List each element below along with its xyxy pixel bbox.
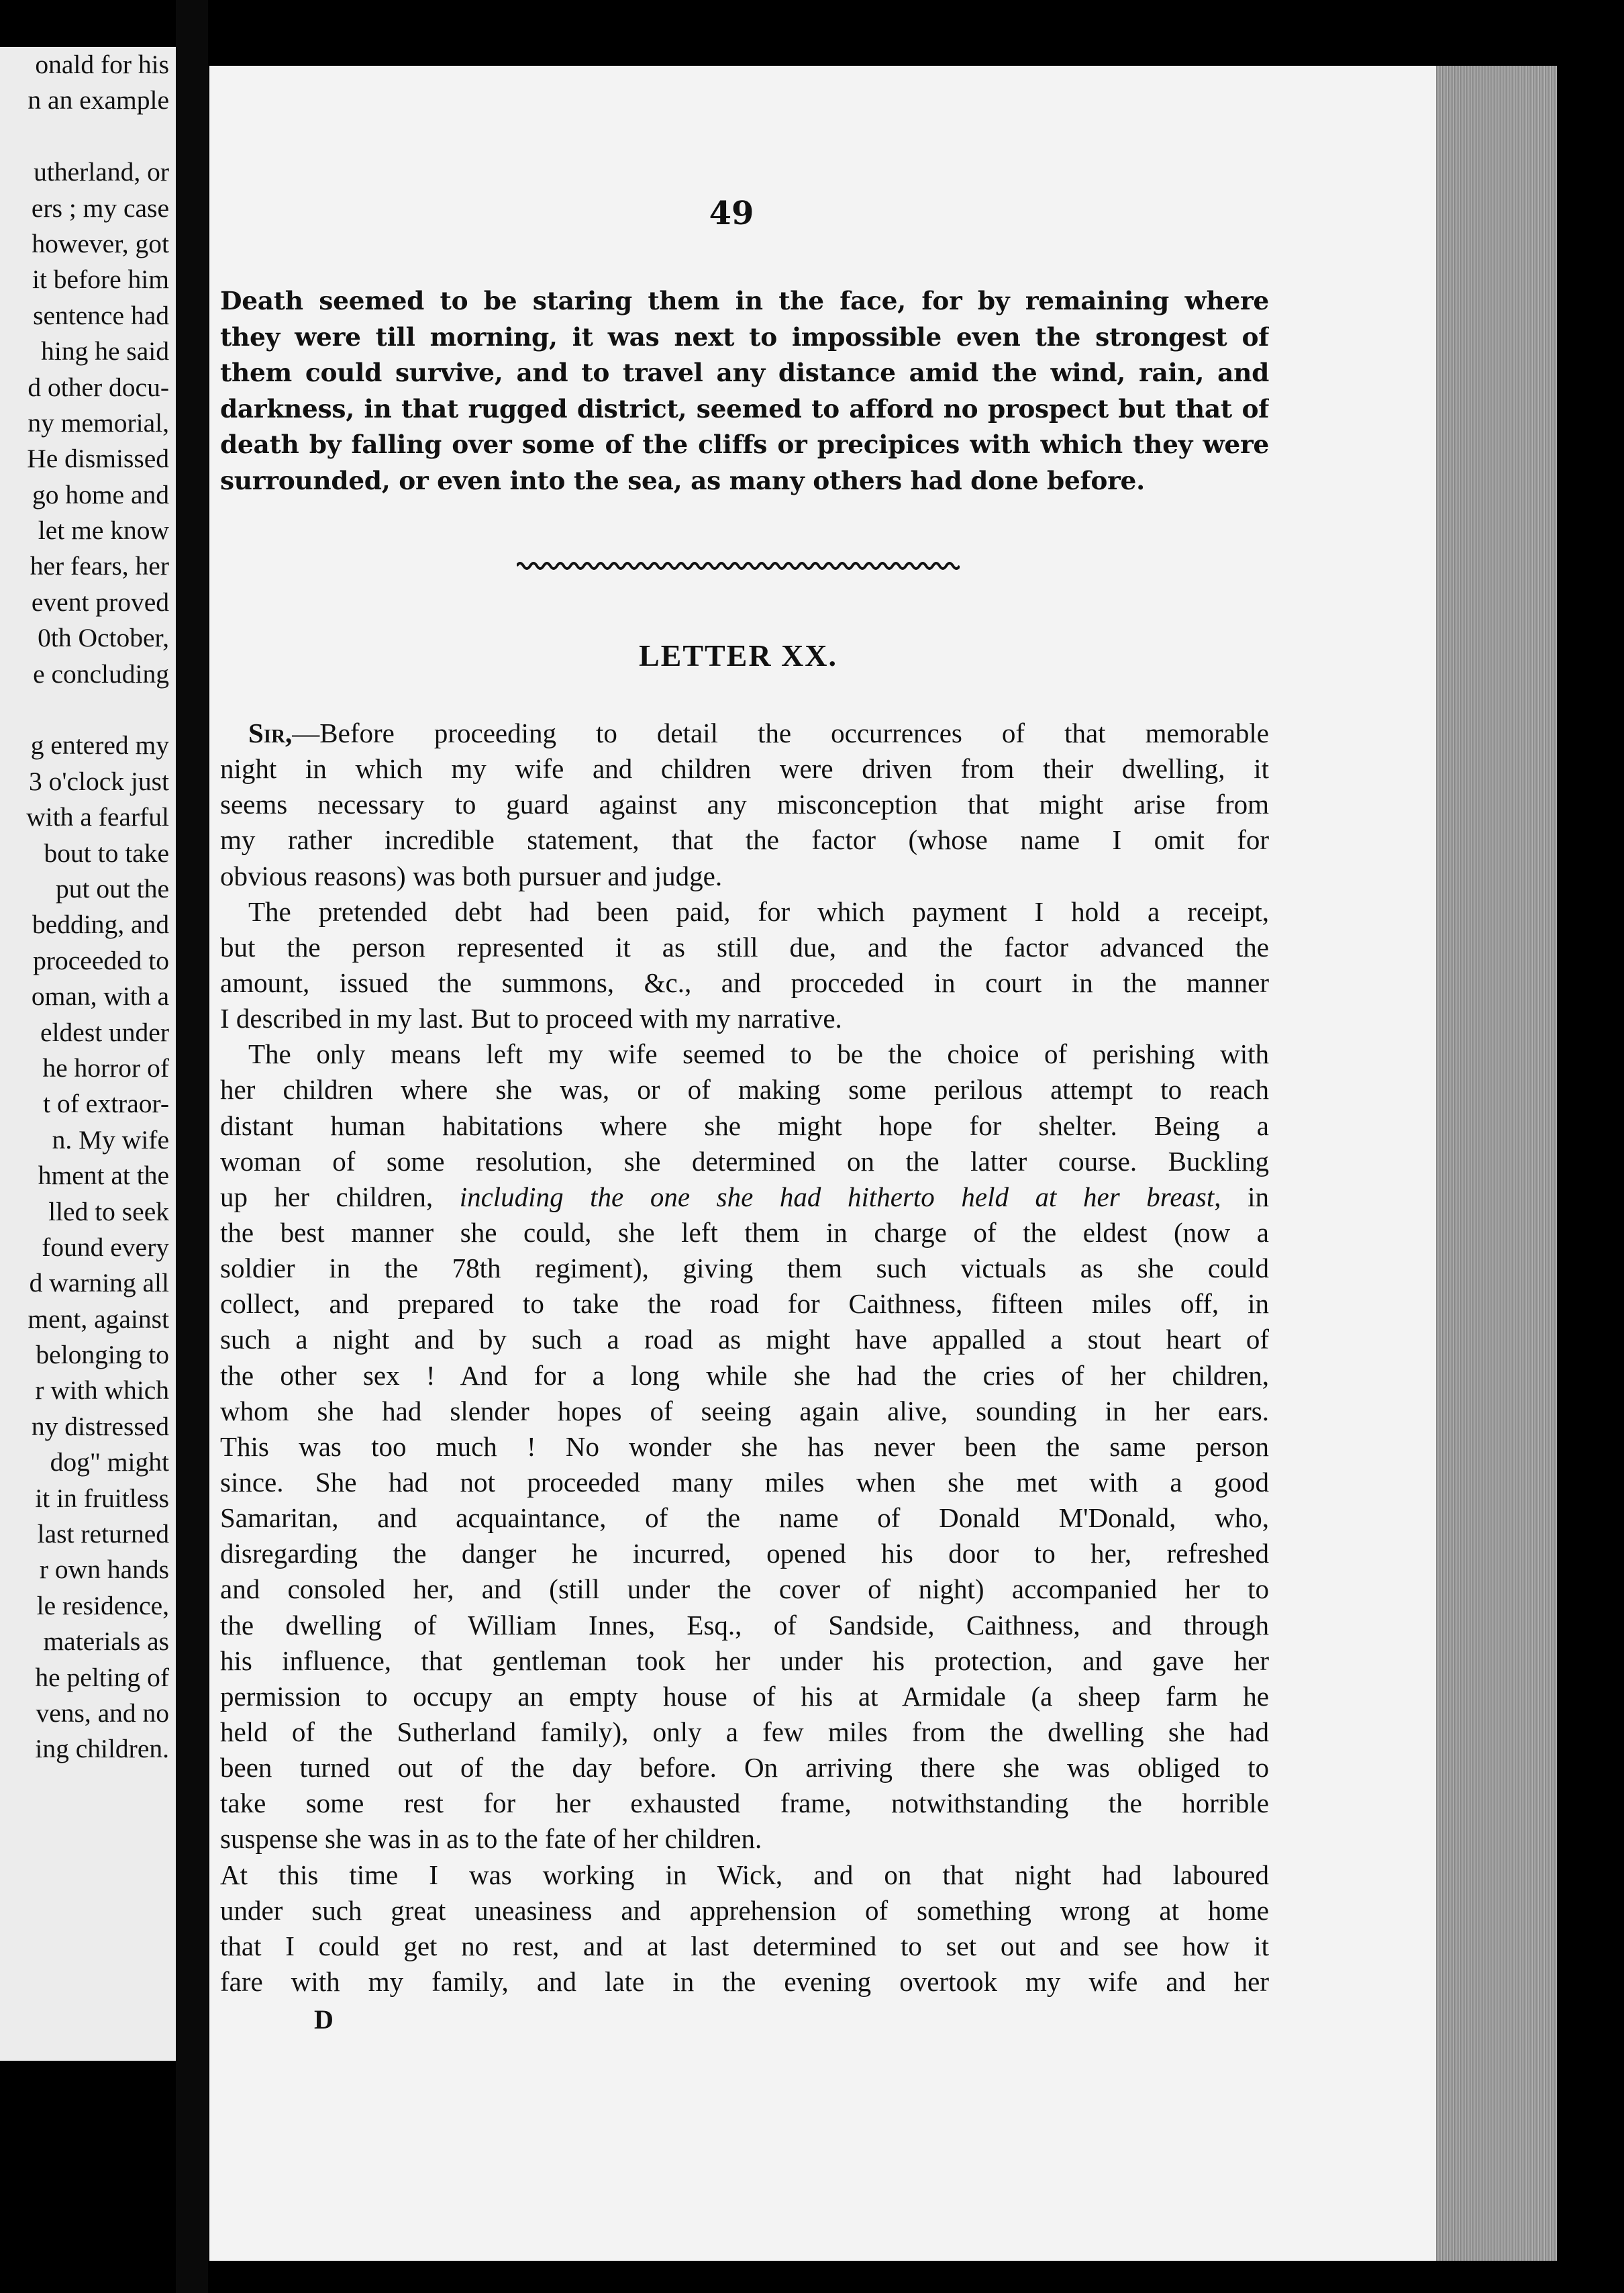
left-page-line: let me know — [38, 516, 169, 546]
left-page-line: put out the — [56, 873, 169, 904]
left-page-line: utherland, or — [34, 157, 169, 187]
left-page-line: event proved — [31, 587, 169, 617]
left-page-line: materials as — [43, 1626, 169, 1657]
letter-body-line: the dwelling of William Innes, Esq., of Sandside, Caithness, and through — [220, 1609, 1269, 1641]
letter-body-line: At this time I was working in Wick, and on that night had laboured — [220, 1859, 1269, 1890]
left-page-line: last returned — [37, 1519, 169, 1549]
left-page-line — [0, 692, 169, 728]
opening-paragraph-line: darkness, in that rugged district, seemed to afford no prospect but that of — [220, 393, 1269, 424]
letter-body-line: held of the Sutherland family), only a few miles from the dwelling she had — [220, 1716, 1269, 1747]
left-page-line: onald for his — [35, 50, 169, 79]
letter-body-line: collect, and prepared to take the road for Caithness, fifteen miles off, in — [220, 1288, 1269, 1320]
left-page-line: t of extraor- — [43, 1089, 169, 1119]
letter-body-line: up her children, including the one she had hitherto held at her breast, in — [220, 1181, 1269, 1212]
opening-paragraph-line: they were till morning, it was next to impossible even the strongest of — [220, 322, 1269, 352]
letter-body-line: take some rest for her exhausted frame, notwithstanding the horrible — [220, 1788, 1269, 1819]
left-page-line: found every — [42, 1232, 169, 1262]
left-page-line: he pelting of — [35, 1662, 169, 1692]
page-number: 49 — [709, 195, 754, 232]
left-page-fragment — [0, 47, 176, 2061]
left-page-line: sentence had — [33, 300, 169, 330]
letter-body-line: This was too much ! No wonder she has never been the same person — [220, 1430, 1269, 1462]
left-page-line: hment at the — [38, 1161, 169, 1191]
left-page-line: n. My wife — [52, 1124, 169, 1155]
left-page-line: vens, and no — [36, 1698, 169, 1728]
left-page-line: however, got — [32, 228, 169, 258]
left-page-line: le residence, — [36, 1590, 169, 1620]
left-page-line: bedding, and — [32, 910, 169, 940]
left-page-line: belonging to — [36, 1340, 169, 1370]
left-page-line: He dismissed — [27, 444, 169, 474]
letter-body-line: under such great uneasiness and apprehension of something wrong at home — [220, 1894, 1269, 1926]
italic-emphasis: including the one she had hitherto held at her breast — [459, 1181, 1215, 1212]
left-page-line: eldest under — [40, 1017, 169, 1047]
letter-body-line: obvious reasons) was both pursuer and judge. — [220, 860, 723, 891]
left-page-line: 3 o'clock just — [29, 766, 169, 796]
letter-body-line: soldier in the 78th regiment), giving them such victuals as she could — [220, 1253, 1269, 1284]
letter-body-line: suspense she was in as to the fate of her children. — [220, 1823, 762, 1855]
left-page-text — [0, 47, 169, 1767]
opening-paragraph-line: Death seemed to be staring them in the face, for by remaining where — [220, 286, 1269, 315]
book-gutter — [176, 0, 208, 2293]
opening-paragraph-line: surrounded, or even into the sea, as many others had done before. — [220, 465, 1145, 495]
letter-body-line: such a night and by such a road as might have appalled a stout heart of — [220, 1324, 1269, 1355]
left-page-line: with a fearful — [26, 802, 169, 832]
letter-body-line: amount, issued the summons, &c., and procceded in court in the manner — [220, 967, 1269, 998]
letter-body-line: and consoled her, and (still under the cover of night) accompanied her to — [220, 1573, 1269, 1605]
letter-body-line: been turned out of the day before. On arriving there she was obliged to — [220, 1752, 1269, 1784]
left-page-line: her fears, her — [30, 551, 169, 581]
opening-paragraph — [220, 283, 1269, 499]
left-page-line: n an example — [28, 85, 169, 115]
left-page-line: 0th October, — [38, 623, 169, 653]
left-page-line: it before him — [32, 264, 169, 295]
letter-body-line: my rather incredible statement, that the factor (whose name I omit for — [220, 824, 1269, 856]
left-page-line: r with which — [35, 1375, 169, 1406]
letter-body-line: The pretended debt had been paid, for which payment I hold a receipt, — [248, 895, 1269, 927]
salutation: Sir, — [248, 718, 293, 748]
left-page-line: ing children. — [35, 1734, 169, 1764]
left-page-line: hing he said — [41, 336, 169, 367]
left-page-line: r own hands — [39, 1555, 169, 1585]
decorative-divider — [517, 558, 960, 573]
letter-body-line: since. She had not proceeded many miles when she met with a good — [220, 1466, 1269, 1498]
left-page-line: g entered my — [30, 730, 169, 761]
letter-body-line: fare with my family, and late in the evening overtook my wife and her — [220, 1965, 1269, 1997]
letter-body-line — [220, 716, 1269, 751]
left-page-line: oman, with a — [31, 981, 169, 1012]
page-edge — [1436, 66, 1557, 2261]
letter-body-line: Samaritan, and acquaintance, of the name of Donald M'Donald, who, — [220, 1502, 1269, 1534]
left-page-line: ny distressed — [31, 1411, 169, 1441]
left-page-line: he horror of — [42, 1053, 169, 1083]
letter-body-line: woman of some resolution, she determined on the latter course. Buckling — [220, 1145, 1269, 1177]
left-page-line: proceeded to — [33, 945, 169, 975]
left-page-line: ers ; my case — [31, 193, 169, 223]
letter-body-line: her children where she was, or of making some perilous attempt to reach — [220, 1074, 1269, 1106]
letter-body-line: the best manner she could, she left them in charge of the eldest (now a — [220, 1216, 1269, 1248]
opening-paragraph-line: them could survive, and to travel any distance amid the wind, rain, and — [220, 358, 1269, 387]
letter-body-line: his influence, that gentleman took her under his protection, and gave her — [220, 1645, 1269, 1676]
letter-body-line: distant human habitations where she might hope for shelter. Being a — [220, 1110, 1269, 1141]
letter-body-line: The only means left my wife seemed to be the choice of perishing with — [248, 1038, 1269, 1070]
left-page-line: d warning all — [29, 1268, 169, 1298]
left-page-line: e concluding — [33, 658, 169, 689]
letter-body — [220, 716, 1269, 2000]
left-page-line: lled to seek — [48, 1196, 169, 1226]
left-page-line: d other docu- — [28, 372, 169, 402]
letter-body-line: disregarding the danger he incurred, opened his door to her, refreshed — [220, 1538, 1269, 1569]
opening-paragraph-line: death by falling over some of the cliffs or precipices with which they were — [220, 430, 1269, 459]
left-page-line: go home and — [32, 479, 169, 509]
left-page-line: dog" might — [50, 1447, 169, 1477]
left-page-line: ment, against — [28, 1304, 169, 1334]
letter-body-line: the other sex ! And for a long while she had the cries of her children, — [220, 1359, 1269, 1391]
letter-body-line: but the person represented it as still due, and the factor advanced the — [220, 931, 1269, 963]
letter-body-line: whom she had slender hopes of seeing again alive, sounding in her ears. — [220, 1395, 1269, 1426]
letter-body-line: permission to occupy an empty house of his at Armidale (a sheep farm he — [220, 1680, 1269, 1712]
signature-mark: D — [314, 2004, 334, 2035]
letter-body-line: that I could get no rest, and at last determined to set out and see how it — [220, 1930, 1269, 1961]
left-page-line: bout to take — [44, 838, 169, 868]
left-page-line: ny memorial, — [28, 407, 169, 438]
letter-body-line-text: —Before proceeding to detail the occurrences of that memorable — [292, 718, 1269, 748]
letter-body-line: night in which my wife and children were driven from their dwelling, it — [220, 753, 1269, 785]
letter-body-line: seems necessary to guard against any misconception that might arise from — [220, 789, 1269, 820]
letter-heading: LETTER XX. — [638, 638, 838, 673]
left-page-line — [0, 119, 169, 154]
left-page-line: it in fruitless — [35, 1483, 169, 1513]
letter-body-line: I described in my last. But to proceed with my narrative. — [220, 1003, 842, 1034]
